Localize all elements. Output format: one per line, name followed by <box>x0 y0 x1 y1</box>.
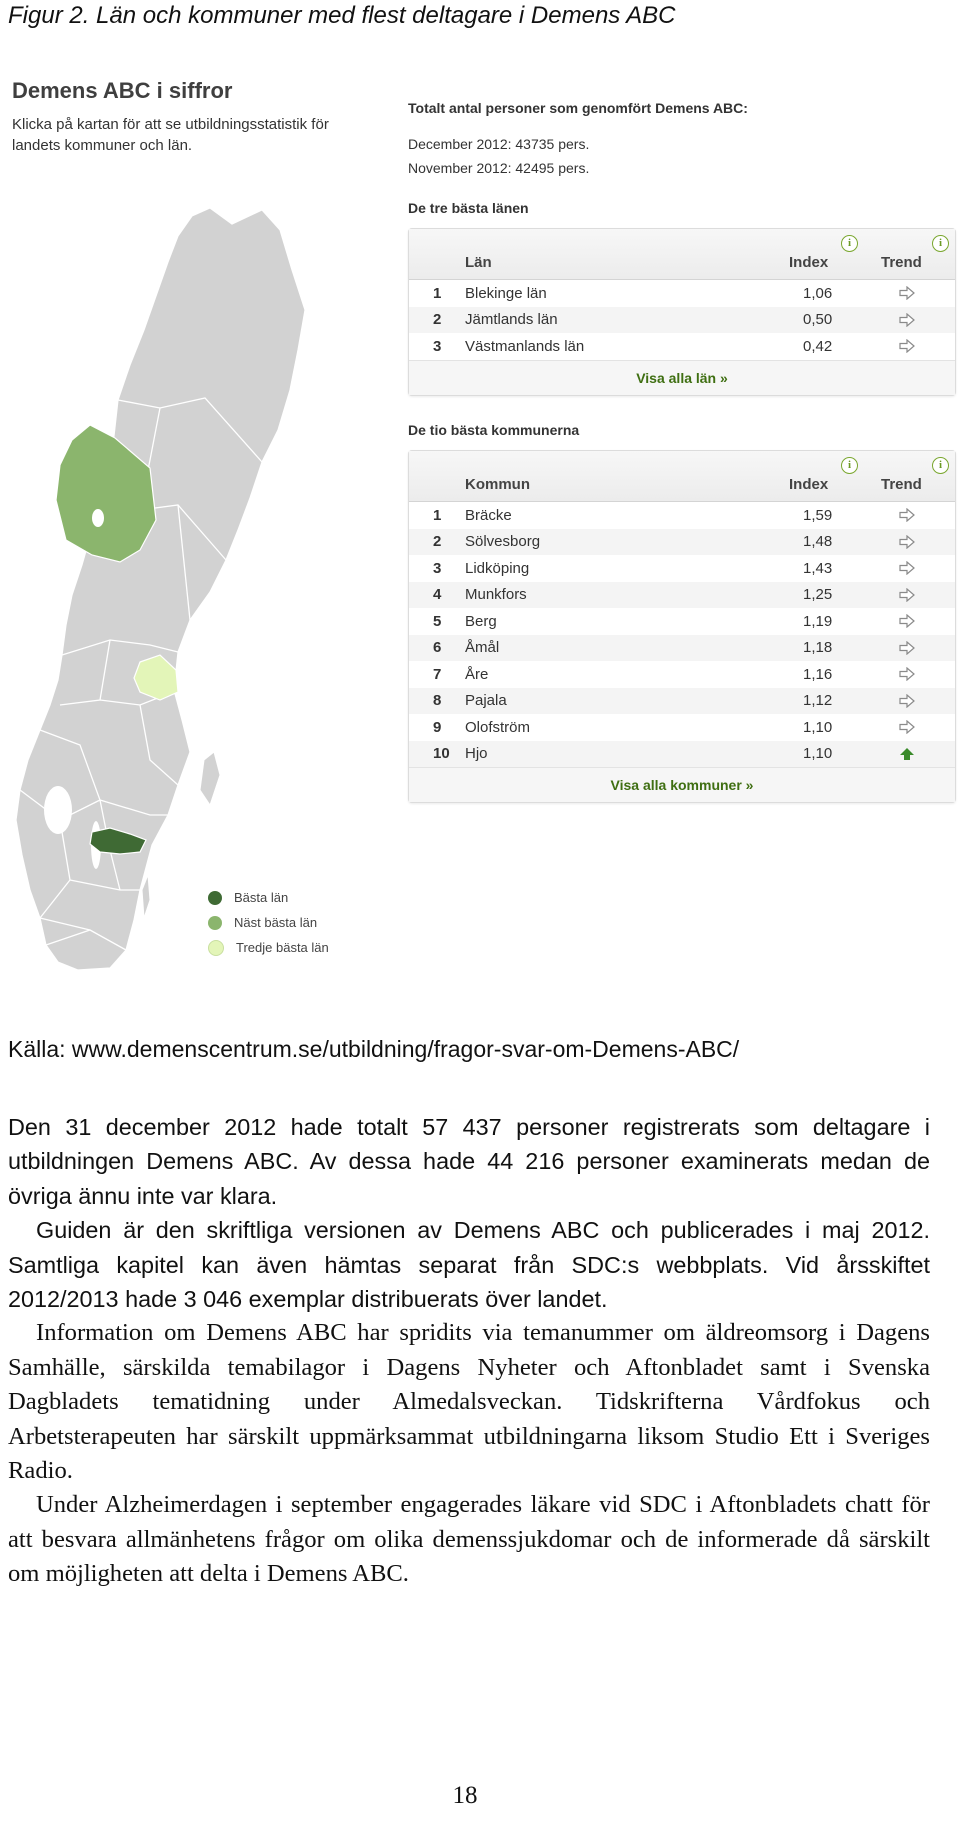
column-header-lan: Län <box>465 254 492 271</box>
rank-cell: 1 <box>433 284 442 302</box>
index-cell: 0,42 <box>803 337 833 355</box>
column-header-index: Index <box>789 476 829 493</box>
column-header-index: Index <box>789 254 829 271</box>
rank-cell: 8 <box>433 692 442 710</box>
index-cell: 1,16 <box>803 665 833 683</box>
index-cell: 0,50 <box>803 311 833 329</box>
table-row[interactable] <box>409 608 955 635</box>
legend-item-third <box>208 935 329 960</box>
arrow-right-icon <box>899 667 915 681</box>
legend-label: Bästa län <box>234 890 289 905</box>
county-table-header <box>409 229 955 280</box>
name-cell: Berg <box>465 612 497 630</box>
table-row[interactable] <box>409 502 955 529</box>
table-row[interactable] <box>409 307 955 334</box>
arrow-right-icon <box>899 641 915 655</box>
name-cell: Bräcke <box>465 506 512 524</box>
name-cell: Sölvesborg <box>465 533 541 551</box>
legend-label: Näst bästa län <box>234 915 318 930</box>
table-row[interactable] <box>409 555 955 582</box>
arrow-right-icon <box>899 588 915 602</box>
arrow-right-icon <box>899 313 915 327</box>
arrow-right-icon <box>899 508 915 522</box>
name-cell: Åmål <box>465 639 500 657</box>
infographic-screenshot <box>0 60 960 980</box>
table-row[interactable] <box>409 582 955 609</box>
column-header-trend: Trend <box>881 476 922 493</box>
column-header-trend: Trend <box>881 254 922 271</box>
index-cell: 1,43 <box>803 559 833 577</box>
rank-cell: 9 <box>433 718 442 736</box>
map-land[interactable] <box>16 208 305 970</box>
infographic-title: Demens ABC i siffror <box>12 78 233 103</box>
arrow-right-icon <box>899 286 915 300</box>
county-rows <box>409 280 955 360</box>
lake-storsjon-overlay <box>92 509 104 527</box>
table-row[interactable] <box>409 635 955 662</box>
total-november: November 2012: 42495 pers. <box>408 160 590 176</box>
rank-cell: 7 <box>433 665 442 683</box>
name-cell: Lidköping <box>465 559 530 577</box>
index-cell: 1,25 <box>803 586 833 604</box>
index-cell: 1,59 <box>803 506 833 524</box>
totals-block <box>408 96 748 180</box>
arrow-right-icon <box>899 561 915 575</box>
page-number: 18 <box>452 1782 478 1809</box>
table-row[interactable] <box>409 741 955 768</box>
name-cell: Pajala <box>465 692 507 710</box>
rank-cell: 2 <box>433 533 442 551</box>
info-icon[interactable]: i <box>841 235 858 252</box>
index-cell: 1,10 <box>803 745 833 763</box>
column-header-kommun: Kommun <box>465 476 530 493</box>
municipality-rows <box>409 502 955 767</box>
legend-dot-icon <box>208 940 224 956</box>
lake-vanern <box>44 786 72 834</box>
paragraph-1: Den 31 december 2012 hade totalt 57 437 personer registrerats som deltagare i utbildningen Demens ABC. Av dessa hade 44 216 personer examinerats medan de övriga ännu inte var klara. <box>8 1114 930 1209</box>
index-cell: 1,06 <box>803 284 833 302</box>
rank-cell: 3 <box>433 559 442 577</box>
paragraph-3: Information om Demens ABC har spridits via temanummer om äldreomsorg i Dagens Samhälle, särskilda temabilagor i Dagens Nyheter och Aftonbladet samt i Svenska Dagbladets tematidning under Almedalsveckan. Tidskrifterna Vårdfokus och Arbetsterapeuten har särskilt uppmärksammat utbildningarna liksom Studio Ett i Sveriges Radio. <box>8 1319 930 1485</box>
index-cell: 1,10 <box>803 718 833 736</box>
info-icon[interactable]: i <box>932 457 949 474</box>
oland[interactable] <box>142 875 150 918</box>
info-icon[interactable]: i <box>932 235 949 252</box>
arrow-right-icon <box>899 614 915 628</box>
total-december: December 2012: 43735 pers. <box>408 136 590 152</box>
index-cell: 1,19 <box>803 612 833 630</box>
source-line: Källa: www.demenscentrum.se/utbildning/fragor-svar-om-Demens-ABC/ <box>8 1036 740 1062</box>
table-row[interactable] <box>409 333 955 360</box>
legend-label: Tredje bästa län <box>236 940 329 955</box>
rank-cell: 4 <box>433 586 442 604</box>
arrow-right-icon <box>899 339 915 353</box>
index-cell: 1,48 <box>803 533 833 551</box>
name-cell: Blekinge län <box>465 284 547 302</box>
totals-heading: Totalt antal personer som genomfört Demens ABC: <box>408 100 748 116</box>
paragraph-2: Guiden är den skriftliga versionen av Demens ABC och publicerades i maj 2012. Samtliga kapitel kan även hämtas separat från SDC:s webbplats. Vid årsskiftet 2012/2013 hade 3 046 exemplar distribuerats över landet. <box>8 1217 930 1313</box>
table-row[interactable] <box>409 714 955 741</box>
infographic-subtitle: Klicka på kartan för att se utbildningsstatistik för landets kommuner och län. <box>12 116 329 154</box>
municipality-table <box>408 450 956 803</box>
body-text <box>8 1110 930 1592</box>
name-cell: Munkfors <box>465 586 527 604</box>
arrow-up-icon <box>899 747 915 761</box>
rank-cell: 2 <box>433 311 442 329</box>
arrow-right-icon <box>899 694 915 708</box>
rank-cell: 10 <box>433 745 450 763</box>
county-section-title: De tre bästa länen <box>408 200 529 216</box>
legend-item-best <box>208 885 329 910</box>
county-table <box>408 228 956 396</box>
info-icon[interactable]: i <box>841 457 858 474</box>
paragraph-4: Under Alzheimerdagen i september engagerades läkare vid SDC i Aftonbladets chatt för att besvara allmänhetens frågor om olika demenssjukdomar och de informerade då särskilt om möjligheten att delta i Demens ABC. <box>8 1491 930 1588</box>
table-row[interactable] <box>409 661 955 688</box>
municipality-section-title: De tio bästa kommunerna <box>408 422 580 438</box>
table-row[interactable] <box>409 688 955 715</box>
rank-cell: 1 <box>433 506 442 524</box>
sweden-map[interactable] <box>0 200 400 990</box>
legend-dot-icon <box>208 891 222 905</box>
name-cell: Jämtlands län <box>465 311 558 329</box>
show-all-counties-link[interactable]: Visa alla län » <box>409 360 955 395</box>
figure-caption: Figur 2. Län och kommuner med flest deltagare i Demens ABC <box>8 2 676 29</box>
table-row[interactable] <box>409 529 955 556</box>
rank-cell: 5 <box>433 612 442 630</box>
map-legend <box>208 885 329 960</box>
gotland[interactable] <box>200 752 220 805</box>
name-cell: Åre <box>465 665 489 683</box>
arrow-right-icon <box>899 720 915 734</box>
rank-cell: 6 <box>433 639 442 657</box>
table-row[interactable] <box>409 280 955 307</box>
name-cell: Olofström <box>465 718 531 736</box>
legend-dot-icon <box>208 916 222 930</box>
name-cell: Västmanlands län <box>465 337 585 355</box>
index-cell: 1,12 <box>803 692 833 710</box>
name-cell: Hjo <box>465 745 488 763</box>
arrow-right-icon <box>899 535 915 549</box>
legend-item-second <box>208 910 329 935</box>
show-all-municipalities-link[interactable]: Visa alla kommuner » <box>409 767 955 802</box>
index-cell: 1,18 <box>803 639 833 657</box>
municipality-table-header <box>409 451 955 502</box>
rank-cell: 3 <box>433 337 442 355</box>
